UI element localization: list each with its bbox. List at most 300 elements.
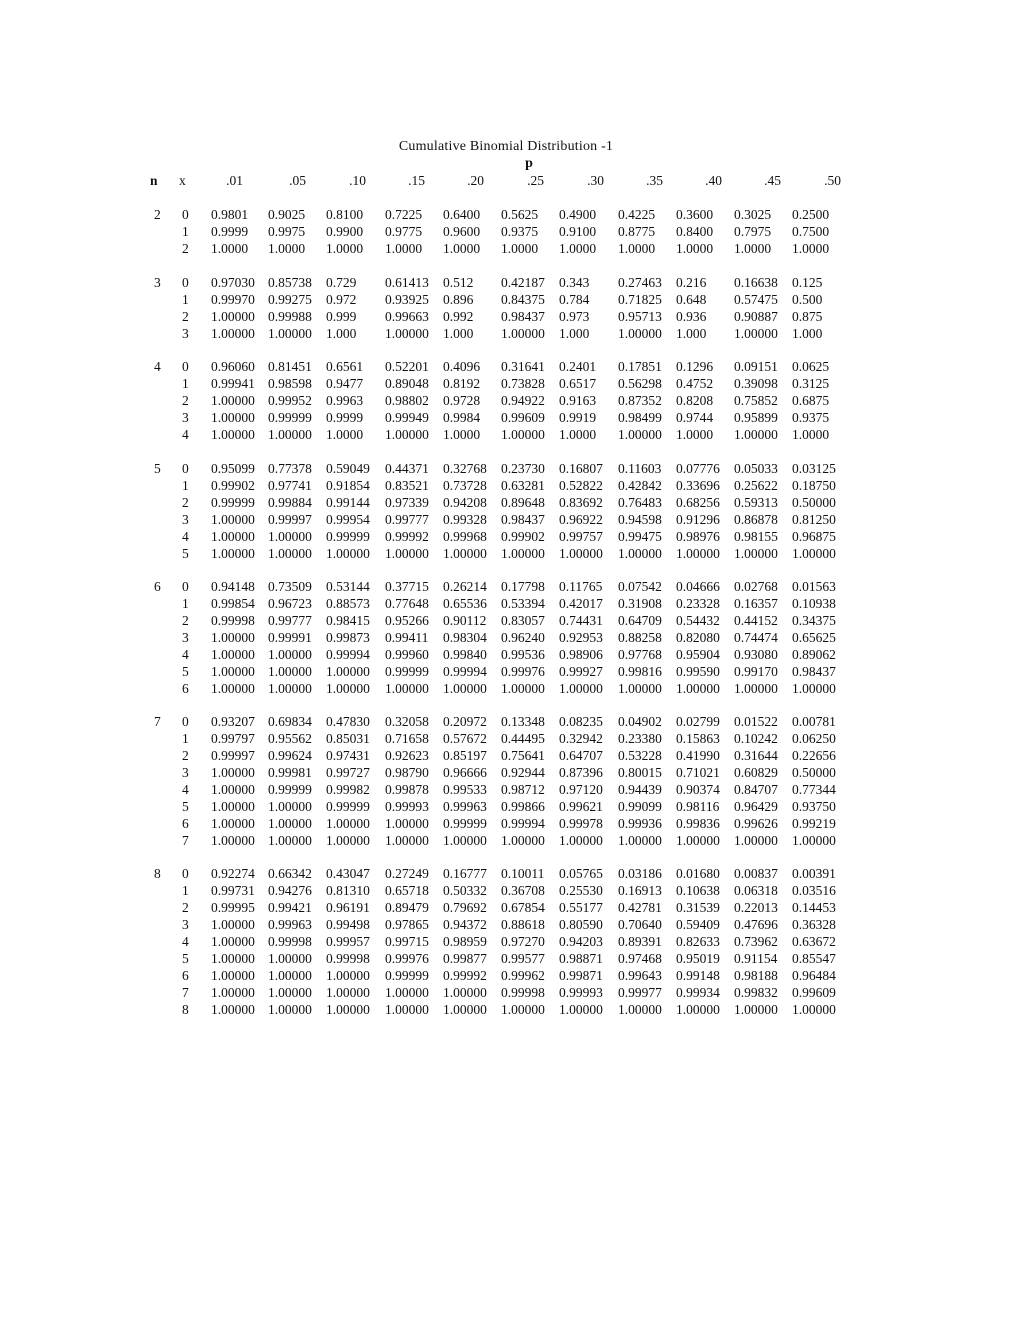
value-cell: 0.99977	[618, 985, 662, 1000]
value-cell: 0.99962	[501, 968, 545, 983]
value-cell: 0.99609	[792, 985, 836, 1000]
table-row	[0, 883, 1024, 900]
x-cell: 4	[182, 647, 189, 662]
value-cell: 0.98802	[385, 393, 429, 408]
value-cell: 0.9100	[559, 224, 597, 239]
value-cell: 0.06318	[734, 883, 778, 898]
value-cell: 0.99988	[268, 309, 312, 324]
value-cell: 1.00000	[385, 681, 429, 696]
value-cell: 1.0000	[443, 427, 481, 442]
header-p-7: .35	[646, 173, 663, 188]
value-cell: 0.99816	[618, 664, 662, 679]
value-cell: 0.04666	[676, 579, 720, 594]
value-cell: 1.00000	[211, 410, 255, 425]
table-row	[0, 579, 1024, 596]
table-row	[0, 326, 1024, 343]
x-cell: 7	[182, 985, 189, 1000]
value-cell: 0.63672	[792, 934, 836, 949]
value-cell: 0.98959	[443, 934, 487, 949]
x-cell: 0	[182, 275, 189, 290]
table-row	[0, 799, 1024, 816]
x-cell: 0	[182, 579, 189, 594]
value-cell: 0.99219	[792, 816, 836, 831]
value-cell: 0.89391	[618, 934, 662, 949]
value-cell: 0.33696	[676, 478, 720, 493]
table-row	[0, 630, 1024, 647]
value-cell: 0.99998	[211, 613, 255, 628]
value-cell: 0.91154	[734, 951, 778, 966]
value-cell: 0.99902	[211, 478, 255, 493]
value-cell: 0.99936	[618, 816, 662, 831]
value-cell: 0.11603	[618, 461, 662, 476]
value-cell: 1.00000	[385, 833, 429, 848]
value-cell: 0.50000	[792, 495, 836, 510]
value-cell: 1.00000	[326, 664, 370, 679]
value-cell: 0.93750	[792, 799, 836, 814]
value-cell: 1.00000	[559, 681, 603, 696]
value-cell: 1.0000	[618, 241, 656, 256]
value-cell: 0.66342	[268, 866, 312, 881]
value-cell: 1.0000	[326, 427, 364, 442]
value-cell: 0.99954	[326, 512, 370, 527]
value-cell: 0.31644	[734, 748, 778, 763]
table-row	[0, 647, 1024, 664]
x-cell: 3	[182, 917, 189, 932]
value-cell: 1.00000	[443, 681, 487, 696]
value-cell: 0.99999	[211, 495, 255, 510]
value-cell: 0.25530	[559, 883, 603, 898]
table-row	[0, 410, 1024, 427]
value-cell: 1.00000	[385, 427, 429, 442]
value-cell: 1.00000	[326, 968, 370, 983]
x-cell: 5	[182, 799, 189, 814]
value-cell: 1.00000	[385, 326, 429, 341]
value-cell: 0.98871	[559, 951, 603, 966]
x-cell: 1	[182, 224, 189, 239]
x-cell: 3	[182, 512, 189, 527]
table-row	[0, 512, 1024, 529]
table-row	[0, 985, 1024, 1002]
value-cell: 0.11765	[559, 579, 603, 594]
value-cell: 1.00000	[792, 1002, 836, 1017]
value-cell: 0.99999	[326, 529, 370, 544]
value-cell: 0.87396	[559, 765, 603, 780]
x-cell: 2	[182, 241, 189, 256]
value-cell: 0.81250	[792, 512, 836, 527]
header-n: n	[150, 173, 158, 188]
value-cell: 0.42017	[559, 596, 603, 611]
value-cell: 0.69834	[268, 714, 312, 729]
value-cell: 0.92953	[559, 630, 603, 645]
value-cell: 1.00000	[211, 833, 255, 848]
table-row	[0, 613, 1024, 630]
value-cell: 0.98712	[501, 782, 545, 797]
value-cell: 0.65625	[792, 630, 836, 645]
value-cell: 0.99978	[559, 816, 603, 831]
value-cell: 0.7500	[792, 224, 830, 239]
value-cell: 0.9984	[443, 410, 481, 425]
value-cell: 1.0000	[676, 427, 714, 442]
value-cell: 0.92623	[385, 748, 429, 763]
value-cell: 0.16913	[618, 883, 662, 898]
value-cell: 0.90112	[443, 613, 487, 628]
value-cell: 1.00000	[211, 630, 255, 645]
value-cell: 0.64709	[618, 613, 662, 628]
group-n-label: 7	[154, 714, 161, 729]
x-cell: 1	[182, 731, 189, 746]
value-cell: 0.16777	[443, 866, 487, 881]
value-cell: 0.9801	[211, 207, 249, 222]
value-cell: 1.0000	[443, 241, 481, 256]
value-cell: 0.99994	[326, 647, 370, 662]
value-cell: 0.98437	[501, 512, 545, 527]
value-cell: 0.03186	[618, 866, 662, 881]
value-cell: 0.99866	[501, 799, 545, 814]
value-cell: 1.0000	[559, 427, 597, 442]
value-cell: 0.99871	[559, 968, 603, 983]
x-cell: 6	[182, 816, 189, 831]
value-cell: 0.64707	[559, 748, 603, 763]
value-cell: 0.41990	[676, 748, 720, 763]
value-cell: 1.0000	[385, 241, 423, 256]
value-cell: 1.00000	[211, 326, 255, 341]
value-cell: 1.00000	[268, 546, 312, 561]
value-cell: 0.27463	[618, 275, 662, 290]
value-cell: 0.54432	[676, 613, 720, 628]
value-cell: 0.4225	[618, 207, 656, 222]
value-cell: 0.42842	[618, 478, 662, 493]
x-cell: 8	[182, 1002, 189, 1017]
value-cell: 0.26214	[443, 579, 487, 594]
value-cell: 1.00000	[501, 546, 545, 561]
value-cell: 0.36328	[792, 917, 836, 932]
value-cell: 1.00000	[268, 664, 312, 679]
group-n-label: 3	[154, 275, 161, 290]
value-cell: 0.59313	[734, 495, 778, 510]
value-cell: 0.99148	[676, 968, 720, 983]
value-cell: 1.00000	[559, 833, 603, 848]
group-n-label: 2	[154, 207, 161, 222]
header-p-8: .40	[705, 173, 722, 188]
value-cell: 0.75852	[734, 393, 778, 408]
value-cell: 0.99999	[326, 799, 370, 814]
value-cell: 0.23380	[618, 731, 662, 746]
value-cell: 0.71825	[618, 292, 662, 307]
value-cell: 1.000	[676, 326, 707, 341]
table-row	[0, 748, 1024, 765]
value-cell: 0.31539	[676, 900, 720, 915]
value-cell: 0.99927	[559, 664, 603, 679]
value-cell: 0.59409	[676, 917, 720, 932]
table-row	[0, 546, 1024, 563]
value-cell: 0.22656	[792, 748, 836, 763]
value-cell: 0.9744	[676, 410, 714, 425]
value-cell: 0.98437	[501, 309, 545, 324]
value-cell: 0.32942	[559, 731, 603, 746]
value-cell: 0.85197	[443, 748, 487, 763]
value-cell: 0.17851	[618, 359, 662, 374]
value-cell: 1.00000	[211, 951, 255, 966]
value-cell: 0.65536	[443, 596, 487, 611]
value-cell: 0.99275	[268, 292, 312, 307]
value-cell: 1.00000	[443, 833, 487, 848]
value-cell: 0.99854	[211, 596, 255, 611]
value-cell: 0.60829	[734, 765, 778, 780]
value-cell: 0.95562	[268, 731, 312, 746]
value-cell: 0.99963	[443, 799, 487, 814]
value-cell: 0.99475	[618, 529, 662, 544]
group-n-label: 4	[154, 359, 161, 374]
value-cell: 1.00000	[501, 1002, 545, 1017]
value-cell: 0.99577	[501, 951, 545, 966]
value-cell: 0.36708	[501, 883, 545, 898]
table-row	[0, 816, 1024, 833]
value-cell: 0.99170	[734, 664, 778, 679]
p-axis-label: p	[525, 156, 533, 171]
value-cell: 0.99328	[443, 512, 487, 527]
value-cell: 0.98155	[734, 529, 778, 544]
value-cell: 0.59049	[326, 461, 370, 476]
x-cell: 0	[182, 461, 189, 476]
value-cell: 0.99144	[326, 495, 370, 510]
table-row	[0, 529, 1024, 546]
value-cell: 0.76483	[618, 495, 662, 510]
value-cell: 1.00000	[501, 833, 545, 848]
value-cell: 0.92274	[211, 866, 255, 881]
value-cell: 0.99609	[501, 410, 545, 425]
value-cell: 0.8775	[618, 224, 656, 239]
value-cell: 0.9163	[559, 393, 597, 408]
value-cell: 1.00000	[618, 546, 662, 561]
value-cell: 1.00000	[268, 833, 312, 848]
value-cell: 0.99968	[443, 529, 487, 544]
value-cell: 0.99952	[268, 393, 312, 408]
value-cell: 0.10011	[501, 866, 545, 881]
value-cell: 0.89062	[792, 647, 836, 662]
value-cell: 1.00000	[268, 1002, 312, 1017]
value-cell: 0.9728	[443, 393, 481, 408]
value-cell: 0.84375	[501, 292, 545, 307]
value-cell: 0.53394	[501, 596, 545, 611]
value-cell: 0.98976	[676, 529, 720, 544]
value-cell: 1.00000	[268, 326, 312, 341]
value-cell: 0.99884	[268, 495, 312, 510]
value-cell: 0.05765	[559, 866, 603, 881]
value-cell: 0.99999	[385, 664, 429, 679]
value-cell: 1.00000	[211, 782, 255, 797]
value-cell: 0.99536	[501, 647, 545, 662]
value-cell: 0.93925	[385, 292, 429, 307]
value-cell: 1.00000	[618, 326, 662, 341]
value-cell: 0.99663	[385, 309, 429, 324]
value-cell: 0.95099	[211, 461, 255, 476]
value-cell: 0.99590	[676, 664, 720, 679]
value-cell: 0.99994	[443, 664, 487, 679]
value-cell: 0.77378	[268, 461, 312, 476]
value-cell: 0.99997	[211, 748, 255, 763]
value-cell: 0.27249	[385, 866, 429, 881]
value-cell: 0.83692	[559, 495, 603, 510]
value-cell: 0.89479	[385, 900, 429, 915]
value-cell: 0.936	[676, 309, 707, 324]
x-cell: 1	[182, 292, 189, 307]
value-cell: 0.9919	[559, 410, 597, 425]
table-row	[0, 495, 1024, 512]
value-cell: 0.96666	[443, 765, 487, 780]
value-cell: 1.00000	[211, 427, 255, 442]
table-row	[0, 359, 1024, 376]
value-cell: 1.0000	[326, 241, 364, 256]
table-row	[0, 241, 1024, 258]
value-cell: 0.94372	[443, 917, 487, 932]
value-cell: 0.80015	[618, 765, 662, 780]
value-cell: 0.96922	[559, 512, 603, 527]
value-cell: 0.81310	[326, 883, 370, 898]
value-cell: 1.0000	[676, 241, 714, 256]
x-cell: 0	[182, 866, 189, 881]
value-cell: 0.9477	[326, 376, 364, 391]
value-cell: 0.99832	[734, 985, 778, 1000]
value-cell: 0.42781	[618, 900, 662, 915]
value-cell: 0.512	[443, 275, 474, 290]
value-cell: 0.99421	[268, 900, 312, 915]
value-cell: 0.9375	[501, 224, 539, 239]
header-x: x	[179, 173, 186, 188]
value-cell: 1.00000	[211, 393, 255, 408]
table-row	[0, 275, 1024, 292]
value-cell: 0.90887	[734, 309, 778, 324]
value-cell: 0.91854	[326, 478, 370, 493]
value-cell: 0.02799	[676, 714, 720, 729]
value-cell: 0.83521	[385, 478, 429, 493]
value-cell: 0.99836	[676, 816, 720, 831]
value-cell: 0.99411	[385, 630, 429, 645]
value-cell: 1.00000	[501, 427, 545, 442]
value-cell: 0.8400	[676, 224, 714, 239]
value-cell: 1.000	[443, 326, 474, 341]
value-cell: 0.3600	[676, 207, 714, 222]
value-cell: 0.99902	[501, 529, 545, 544]
value-cell: 1.00000	[211, 765, 255, 780]
value-cell: 0.98304	[443, 630, 487, 645]
value-cell: 0.99727	[326, 765, 370, 780]
value-cell: 0.9963	[326, 393, 364, 408]
value-cell: 1.00000	[734, 1002, 778, 1017]
value-cell: 0.5625	[501, 207, 539, 222]
x-cell: 0	[182, 207, 189, 222]
value-cell: 1.000	[326, 326, 357, 341]
table-row	[0, 731, 1024, 748]
value-cell: 0.93207	[211, 714, 255, 729]
value-cell: 0.85547	[792, 951, 836, 966]
value-cell: 0.73509	[268, 579, 312, 594]
value-cell: 0.95019	[676, 951, 720, 966]
value-cell: 0.500	[792, 292, 823, 307]
value-cell: 1.00000	[211, 309, 255, 324]
value-cell: 0.729	[326, 275, 357, 290]
value-cell: 0.98906	[559, 647, 603, 662]
value-cell: 0.74431	[559, 613, 603, 628]
value-cell: 0.99981	[268, 765, 312, 780]
value-cell: 1.00000	[211, 917, 255, 932]
value-cell: 1.00000	[734, 546, 778, 561]
value-cell: 0.89048	[385, 376, 429, 391]
value-cell: 0.96484	[792, 968, 836, 983]
value-cell: 0.99797	[211, 731, 255, 746]
value-cell: 1.00000	[618, 1002, 662, 1017]
value-cell: 0.99873	[326, 630, 370, 645]
value-cell: 0.42187	[501, 275, 545, 290]
value-cell: 0.52201	[385, 359, 429, 374]
value-cell: 0.01680	[676, 866, 720, 881]
value-cell: 0.15863	[676, 731, 720, 746]
value-cell: 0.23730	[501, 461, 545, 476]
value-cell: 0.07776	[676, 461, 720, 476]
x-cell: 2	[182, 309, 189, 324]
value-cell: 1.00000	[268, 681, 312, 696]
value-cell: 0.99957	[326, 934, 370, 949]
value-cell: 0.97339	[385, 495, 429, 510]
value-cell: 0.17798	[501, 579, 545, 594]
value-cell: 0.83057	[501, 613, 545, 628]
value-cell: 0.98188	[734, 968, 778, 983]
value-cell: 0.9775	[385, 224, 423, 239]
table-row	[0, 900, 1024, 917]
value-cell: 0.47830	[326, 714, 370, 729]
value-cell: 0.94439	[618, 782, 662, 797]
value-cell: 0.99998	[326, 951, 370, 966]
value-cell: 0.01522	[734, 714, 778, 729]
value-cell: 1.00000	[211, 799, 255, 814]
group-n-label: 6	[154, 579, 161, 594]
value-cell: 0.97431	[326, 748, 370, 763]
value-cell: 0.784	[559, 292, 590, 307]
value-cell: 1.00000	[326, 546, 370, 561]
value-cell: 0.648	[676, 292, 707, 307]
value-cell: 0.875	[792, 309, 823, 324]
value-cell: 0.75641	[501, 748, 545, 763]
value-cell: 0.68256	[676, 495, 720, 510]
value-cell: 1.00000	[559, 546, 603, 561]
value-cell: 0.99992	[385, 529, 429, 544]
value-cell: 0.99999	[268, 410, 312, 425]
value-cell: 0.90374	[676, 782, 720, 797]
value-cell: 0.99998	[268, 934, 312, 949]
x-cell: 2	[182, 900, 189, 915]
value-cell: 0.999	[326, 309, 357, 324]
value-cell: 0.95266	[385, 613, 429, 628]
x-cell: 2	[182, 393, 189, 408]
value-cell: 1.00000	[443, 1002, 487, 1017]
header-p-10: .50	[824, 173, 841, 188]
value-cell: 1.00000	[676, 681, 720, 696]
value-cell: 0.9999	[211, 224, 249, 239]
value-cell: 0.09151	[734, 359, 778, 374]
x-cell: 2	[182, 495, 189, 510]
value-cell: 0.4752	[676, 376, 714, 391]
value-cell: 0.55177	[559, 900, 603, 915]
value-cell: 1.00000	[211, 546, 255, 561]
value-cell: 0.88258	[618, 630, 662, 645]
table-row	[0, 1002, 1024, 1019]
x-cell: 2	[182, 613, 189, 628]
value-cell: 0.10938	[792, 596, 836, 611]
value-cell: 0.96723	[268, 596, 312, 611]
value-cell: 1.00000	[385, 816, 429, 831]
value-cell: 1.00000	[734, 681, 778, 696]
x-cell: 1	[182, 596, 189, 611]
value-cell: 0.95713	[618, 309, 662, 324]
